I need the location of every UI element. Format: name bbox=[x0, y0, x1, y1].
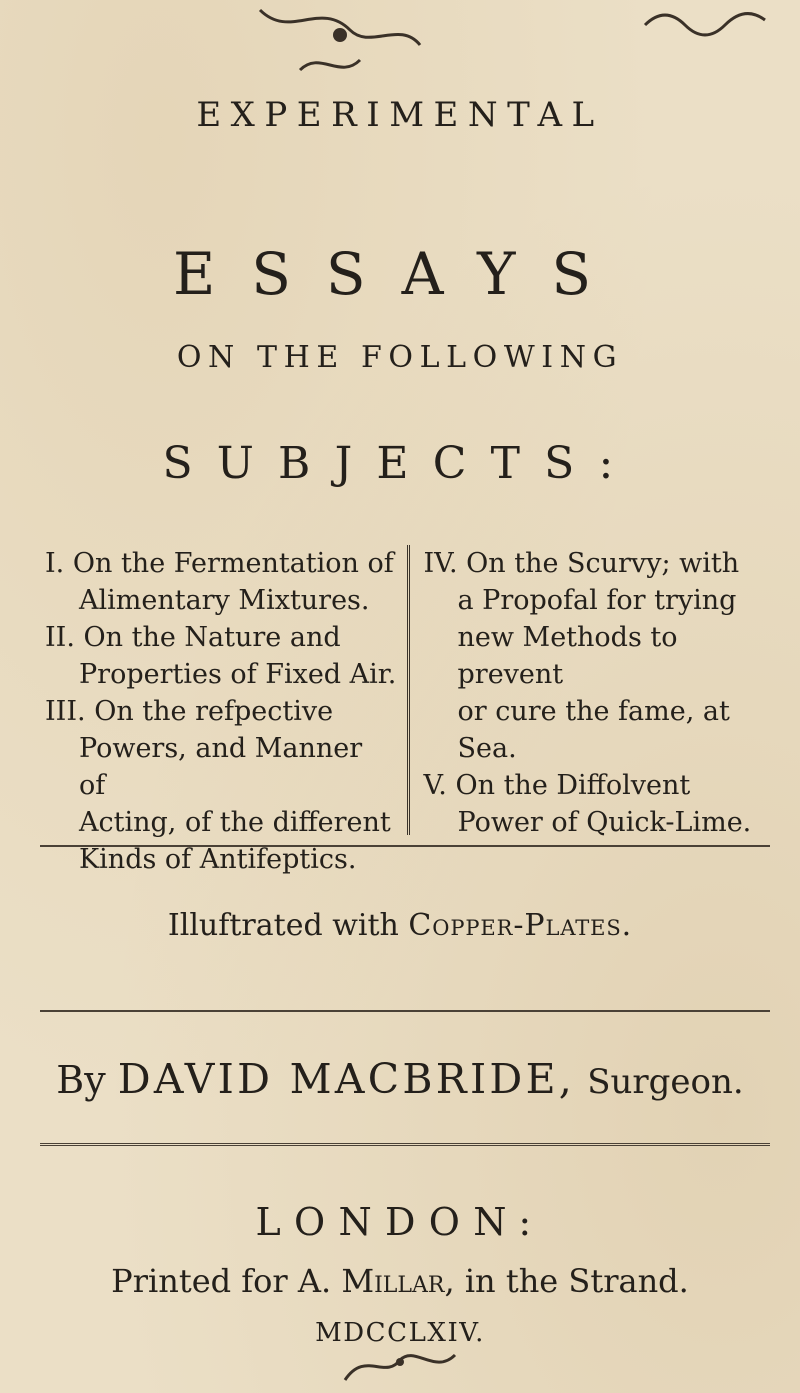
subject-entry bbox=[45, 693, 397, 878]
entry-number: IV. bbox=[423, 548, 458, 579]
author-name: DAVID MACBRIDE, bbox=[117, 1055, 576, 1103]
entry-number: I. bbox=[45, 548, 65, 579]
entry-number: III. bbox=[45, 696, 86, 727]
entry-text: new Methods to prevent bbox=[457, 622, 678, 690]
illustrated-prefix: Illuftrated with bbox=[167, 908, 399, 943]
entry-text: On the refpective bbox=[94, 696, 334, 727]
subject-entry bbox=[45, 619, 397, 693]
illustrated-line bbox=[0, 908, 800, 943]
imprint-year: MDCCLXIV. bbox=[315, 1318, 485, 1348]
title-line-essays: ESSAYS bbox=[172, 240, 628, 308]
subjects-right-column bbox=[407, 545, 776, 838]
entry-text: Alimentary Mixtures. bbox=[79, 585, 370, 616]
imprint-suffix: in the Strand. bbox=[464, 1262, 689, 1300]
subjects-columns bbox=[45, 545, 775, 875]
entry-text: Acting, of the different bbox=[79, 807, 391, 838]
imprint-printer: Millar, bbox=[341, 1262, 455, 1300]
entry-text: Power of Quick-Lime. bbox=[457, 807, 752, 838]
entry-text: On the Diffolvent bbox=[455, 770, 691, 801]
top-ornament bbox=[230, 0, 450, 90]
imprint-city: LONDON: bbox=[255, 1200, 545, 1244]
imprint-printer-line bbox=[0, 1262, 800, 1300]
entry-text: On the Scurvy; with bbox=[466, 548, 740, 579]
subject-entry bbox=[45, 545, 397, 619]
author-line bbox=[0, 1055, 800, 1103]
entry-number: V. bbox=[423, 770, 447, 801]
subjects-left-column bbox=[45, 545, 407, 875]
imprint-prefix: Printed for A. bbox=[111, 1262, 332, 1300]
subject-entry bbox=[424, 767, 776, 841]
illustrated-plates: Copper-Plates. bbox=[408, 908, 633, 943]
title-line-subjects: SUBJECTS: bbox=[162, 438, 638, 489]
entry-number: II. bbox=[45, 622, 75, 653]
divider-rule bbox=[40, 845, 770, 847]
entry-text: Sea. bbox=[457, 733, 517, 764]
entry-text: Powers, and Manner of bbox=[79, 733, 363, 801]
author-by: By bbox=[56, 1058, 106, 1102]
entry-text: or cure the fame, at bbox=[457, 696, 730, 727]
entry-text: a Propofal for trying bbox=[457, 585, 737, 616]
divider-double-rule bbox=[40, 1143, 770, 1146]
divider-rule bbox=[40, 1010, 770, 1012]
top-right-ornament bbox=[640, 0, 770, 40]
entry-text: On the Fermentation of bbox=[72, 548, 394, 579]
entry-text: On the Nature and bbox=[83, 622, 341, 653]
subject-entry bbox=[424, 545, 776, 767]
title-line-experimental: EXPERIMENTAL bbox=[196, 95, 604, 135]
entry-text: Properties of Fixed Air. bbox=[79, 659, 397, 690]
bottom-ornament bbox=[330, 1340, 470, 1390]
author-role: Surgeon. bbox=[587, 1062, 744, 1102]
entry-text: Kinds of Antifeptics. bbox=[79, 844, 357, 875]
title-line-on-the-following: ON THE FOLLOWING bbox=[176, 340, 624, 375]
